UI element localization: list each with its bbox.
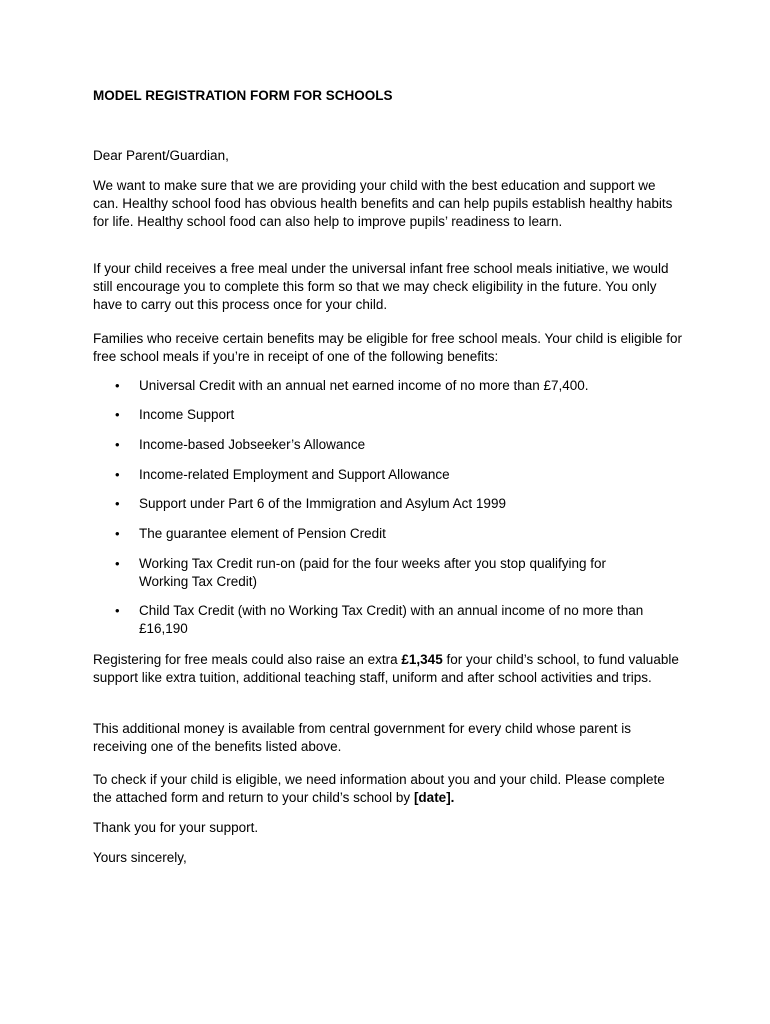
paragraph-check-eligibility: [93, 771, 683, 807]
bullet-icon: •: [115, 407, 120, 422]
paragraph-extra-funding-pre: Registering for free meals could also raise an extra: [93, 652, 402, 667]
document-title: MODEL REGISTRATION FORM FOR SCHOOLS: [93, 88, 393, 103]
bullet-icon: •: [115, 467, 120, 482]
benefit-text: Universal Credit with an annual net earned income of no more than £7,400.: [139, 378, 589, 393]
paragraph-extra-funding-post: for your child’s school, to fund valuable support like extra tuition, additional teaching staff, uniform and after school activities and trips.: [93, 652, 679, 685]
benefit-text: Income-related Employment and Support Allowance: [139, 467, 450, 482]
funding-amount: £1,345: [401, 652, 443, 667]
signoff-line: Yours sincerely,: [93, 850, 187, 865]
benefit-text: The guarantee element of Pension Credit: [139, 526, 386, 541]
greeting: Dear Parent/Guardian,: [93, 148, 229, 163]
bullet-icon: •: [115, 496, 120, 511]
paragraph-extra-funding: [93, 651, 683, 687]
benefit-text: Income-based Jobseeker’s Allowance: [139, 437, 366, 452]
bullet-icon: •: [115, 437, 120, 452]
return-date-placeholder: [date].: [413, 790, 455, 805]
paragraph-benefits-intro: Families who receive certain benefits may be eligible for free school meals. Your child is eligible for free school meals if you’re in receipt of one of the following benefits:: [93, 331, 683, 364]
bullet-icon: •: [115, 526, 120, 541]
paragraph-intro: We want to make sure that we are providing your child with the best education and support we can. Healthy school food has obvious health benefits and can help pupils establish healthy habits for life. Healthy school food can also help to improve pupils’ readiness to learn.: [93, 178, 673, 229]
bullet-icon: •: [115, 378, 120, 393]
benefit-text: Child Tax Credit (with no Working Tax Credit) with an annual income of no more than £16,190: [139, 603, 644, 636]
bullet-icon: •: [115, 556, 120, 571]
benefit-text: Working Tax Credit run-on (paid for the four weeks after you stop qualifying for Working Tax Credit): [139, 556, 606, 589]
thanks-line: Thank you for your support.: [93, 820, 259, 835]
paragraph-universal-infant: If your child receives a free meal under the universal infant free school meals initiative, we would still encourage you to complete this form so that we may check eligibility in the future. You only have to carry out this process once for your child.: [93, 261, 669, 312]
bullet-icon: •: [115, 603, 120, 618]
benefit-text: Income Support: [139, 407, 235, 422]
benefit-text: Support under Part 6 of the Immigration and Asylum Act 1999: [139, 496, 506, 511]
paragraph-central-government: This additional money is available from central government for every child whose parent is receiving one of the benefits listed above.: [93, 721, 632, 754]
paragraph-check-eligibility-pre: To check if your child is eligible, we need information about you and your child. Please complete the attached form and return to your child’s school by: [93, 772, 665, 805]
